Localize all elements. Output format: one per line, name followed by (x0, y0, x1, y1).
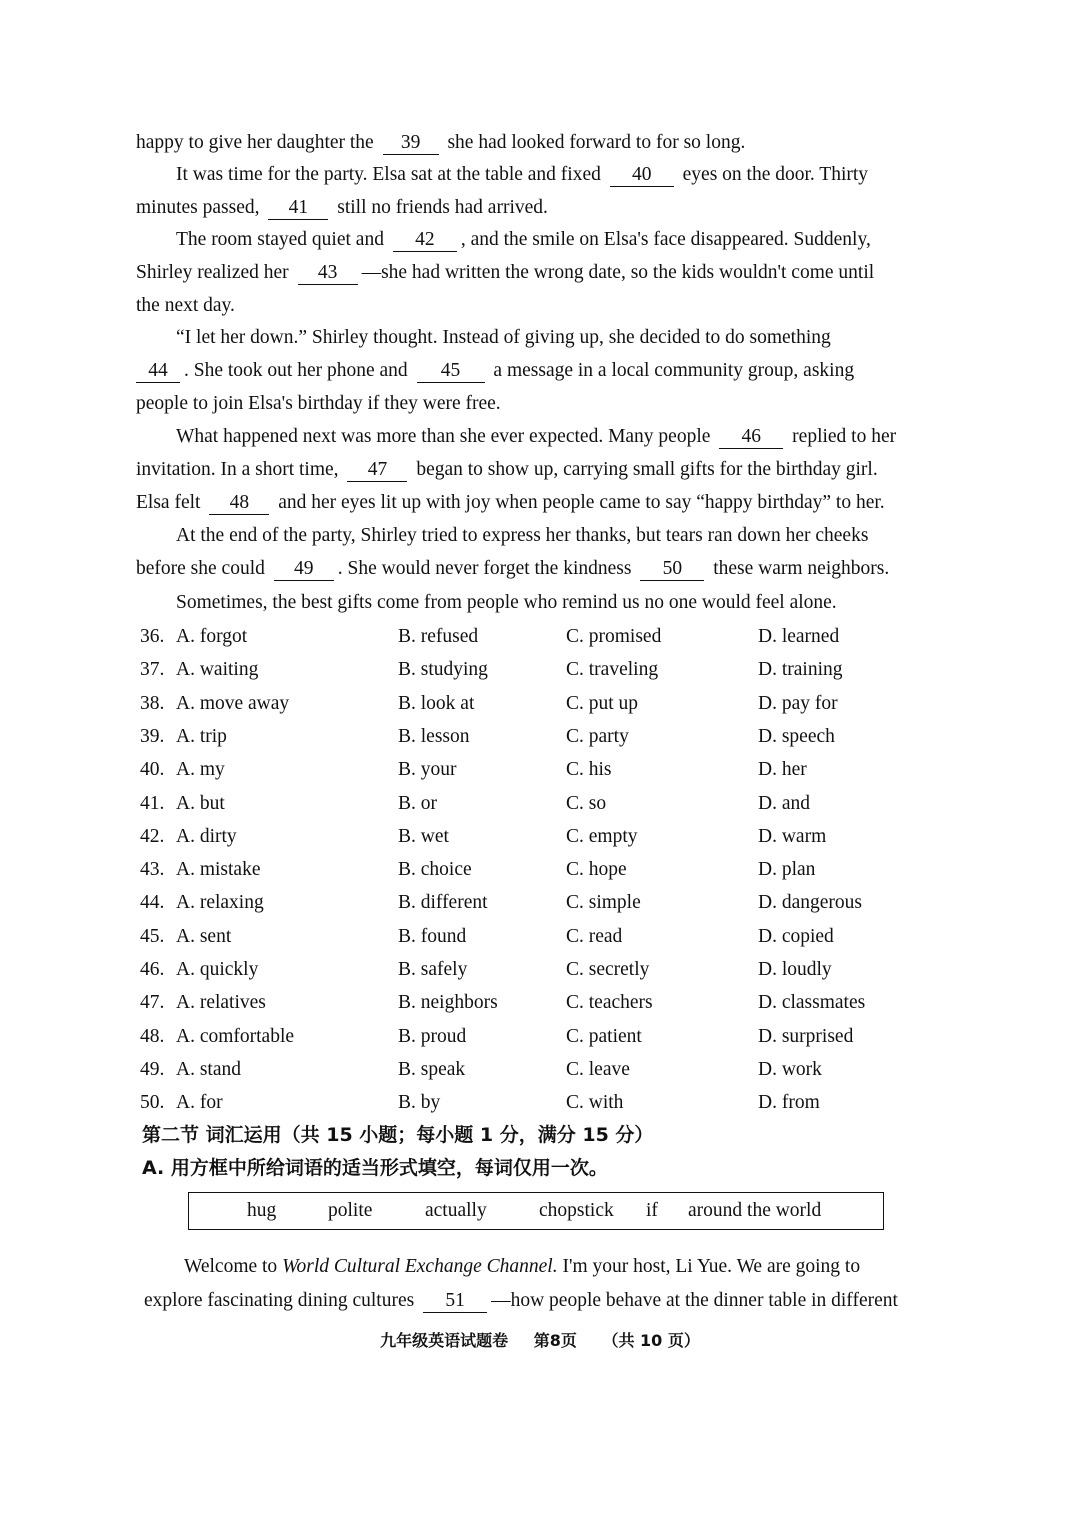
blank-48: 48 (209, 492, 269, 515)
question-number: 47. (140, 992, 165, 1014)
question-number: 38. (140, 692, 165, 714)
option-d: D. classmates (758, 992, 866, 1014)
option-b: B. choice (398, 859, 472, 881)
option-d: D. pay for (758, 692, 838, 714)
blank-41: 41 (268, 197, 328, 220)
blank-49: 49 (274, 558, 334, 581)
passage-line: before she could 49 . She would never forget the kindness 50 these warm neighbors. (136, 558, 890, 579)
blank-45: 45 (417, 360, 485, 383)
question-row (140, 920, 920, 953)
question-number: 39. (140, 725, 165, 747)
option-a: A. trip (176, 725, 227, 747)
question-number: 44. (140, 892, 165, 914)
question-row (140, 820, 920, 853)
option-d: D. loudly (758, 959, 832, 980)
question-row (140, 687, 920, 720)
question-row (140, 953, 920, 986)
question-number: 36. (140, 626, 165, 647)
question-row (140, 1086, 920, 1119)
option-d: D. from (758, 1092, 820, 1114)
option-c: C. patient (566, 1025, 642, 1047)
option-a: A. but (176, 792, 225, 814)
channel-name: World Cultural Exchange Channel. (282, 1256, 558, 1277)
word-bank-item: actually (425, 1200, 487, 1221)
question-row (140, 1020, 920, 1053)
question-row (140, 653, 920, 686)
option-b: B. wet (398, 825, 449, 847)
question-row (140, 620, 920, 653)
question-number: 50. (140, 1092, 165, 1114)
option-d: D. learned (758, 626, 840, 647)
question-row (140, 720, 920, 753)
option-b: B. different (398, 892, 488, 914)
passage-line: At the end of the party, Shirley tried to express her thanks, but tears ran down her cheeks (176, 525, 869, 546)
option-c: C. simple (566, 892, 641, 914)
option-b: B. lesson (398, 725, 470, 747)
option-a: A. for (176, 1092, 223, 1114)
passage-line: Shirley realized her 43 —she had written the wrong date, so the kids wouldn't come until (136, 262, 875, 283)
passage-line: Sometimes, the best gifts come from people who remind us no one would feel alone. (176, 592, 837, 613)
option-b: B. by (398, 1092, 441, 1114)
blank-40: 40 (610, 164, 674, 187)
passage-line: The room stayed quiet and 42 , and the smile on Elsa's face disappeared. Suddenly, (176, 229, 871, 250)
option-d: D. speech (758, 725, 835, 747)
question-row (140, 853, 920, 886)
option-a: A. relaxing (176, 892, 264, 914)
question-row (140, 787, 920, 820)
blank-44: 44 (136, 360, 180, 383)
option-b: B. look at (398, 692, 475, 714)
option-a: A. mistake (176, 859, 261, 881)
passage-line: invitation. In a short time, 47 began to show up, carrying small gifts for the birthday girl. (136, 459, 878, 480)
word-bank-item: chopstick (539, 1200, 614, 1221)
blank-47: 47 (347, 459, 407, 482)
part-a-instruction: A. 用方框中所给词语的适当形式填空，每词仅用一次。 (142, 1157, 608, 1179)
option-b: B. speak (398, 1058, 466, 1080)
option-a: A. my (176, 759, 225, 781)
option-a: A. move away (176, 692, 290, 714)
option-a: A. forgot (176, 626, 248, 647)
question-number: 45. (140, 925, 165, 947)
option-c: C. so (566, 792, 607, 814)
option-a: A. stand (176, 1058, 241, 1080)
option-d: D. copied (758, 925, 834, 947)
option-c: C. traveling (566, 659, 659, 681)
option-d: D. work (758, 1058, 822, 1080)
option-b: B. safely (398, 959, 468, 980)
question-number: 41. (140, 792, 165, 814)
word-bank-item: around the world (688, 1200, 822, 1221)
option-c: C. hope (566, 859, 627, 881)
option-b: B. neighbors (398, 992, 498, 1014)
section-heading: 第二节 词汇运用（共 15 小题；每小题 1 分，满分 15 分） (142, 1124, 654, 1146)
question-number: 49. (140, 1058, 165, 1080)
passage-line: people to join Elsa's birthday if they were free. (136, 393, 501, 414)
question-number: 37. (140, 659, 165, 681)
question-number: 43. (140, 859, 165, 881)
blank-51: 51 (423, 1290, 487, 1313)
question-row (140, 753, 920, 786)
blank-46: 46 (719, 426, 783, 449)
option-a: A. dirty (176, 825, 237, 847)
passage-line: It was time for the party. Elsa sat at the table and fixed 40 eyes on the door. Thirty (176, 164, 869, 185)
option-b: B. your (398, 759, 457, 781)
passage-line: explore fascinating dining cultures 51 —how people behave at the dinner table in different (144, 1290, 898, 1311)
option-c: C. leave (566, 1058, 630, 1080)
question-number: 46. (140, 959, 165, 980)
page-footer (0, 1328, 1080, 1351)
option-d: D. dangerous (758, 892, 862, 914)
passage-line: 44 . She took out her phone and 45 a message in a local community group, asking (136, 354, 926, 387)
question-number: 40. (140, 759, 165, 781)
passage-line: What happened next was more than she ever expected. Many people 46 replied to her (176, 426, 897, 447)
option-a: A. quickly (176, 959, 259, 980)
blank-43: 43 (298, 262, 358, 285)
passage-line: the next day. (136, 295, 235, 316)
passage-line: “I let her down.” Shirley thought. Instead of giving up, she decided to do something (176, 327, 831, 348)
passage-line: minutes passed, 41 still no friends had arrived. (136, 197, 548, 218)
option-c: C. put up (566, 692, 639, 714)
word-bank-item: if (646, 1200, 658, 1221)
option-a: A. relatives (176, 992, 266, 1014)
option-d: D. plan (758, 859, 816, 881)
footer-total: （共 10 页） (602, 1331, 700, 1350)
option-c: C. empty (566, 825, 638, 847)
option-b: B. proud (398, 1025, 467, 1047)
blank-42: 42 (393, 229, 457, 252)
passage-line: Welcome to World Cultural Exchange Channel. I'm your host, Li Yue. We are going to (184, 1256, 861, 1277)
footer-page: 第8页 (533, 1331, 577, 1350)
passage-line: happy to give her daughter the 39 she had looked forward to for so long. (136, 132, 746, 153)
question-row (140, 1053, 920, 1086)
option-c: C. with (566, 1092, 624, 1114)
option-d: D. warm (758, 825, 827, 847)
option-b: B. found (398, 925, 467, 947)
option-d: D. and (758, 792, 810, 814)
option-b: B. refused (398, 626, 479, 647)
option-c: C. teachers (566, 992, 653, 1014)
option-c: C. secretly (566, 959, 650, 980)
option-d: D. training (758, 659, 843, 681)
option-a: A. waiting (176, 659, 259, 681)
passage-line: Elsa felt 48 and her eyes lit up with joy when people came to say “happy birthday” to her. (136, 492, 885, 513)
option-d: D. surprised (758, 1025, 854, 1047)
blank-39: 39 (383, 132, 439, 155)
word-bank-item: polite (328, 1200, 373, 1221)
blank-50: 50 (640, 558, 704, 581)
option-c: C. party (566, 725, 629, 747)
option-c: C. his (566, 759, 612, 781)
word-bank-item: hug (247, 1200, 277, 1221)
question-row (140, 886, 920, 919)
option-a: A. comfortable (176, 1025, 295, 1047)
option-b: B. or (398, 792, 437, 814)
question-number: 48. (140, 1025, 165, 1047)
word-bank (188, 1192, 884, 1230)
option-a: A. sent (176, 925, 232, 947)
option-b: B. studying (398, 659, 488, 681)
question-number: 42. (140, 825, 165, 847)
question-row (140, 986, 920, 1019)
option-d: D. her (758, 759, 807, 781)
option-c: C. promised (566, 626, 662, 647)
footer-title: 九年级英语试题卷 (380, 1331, 509, 1350)
option-c: C. read (566, 925, 623, 947)
